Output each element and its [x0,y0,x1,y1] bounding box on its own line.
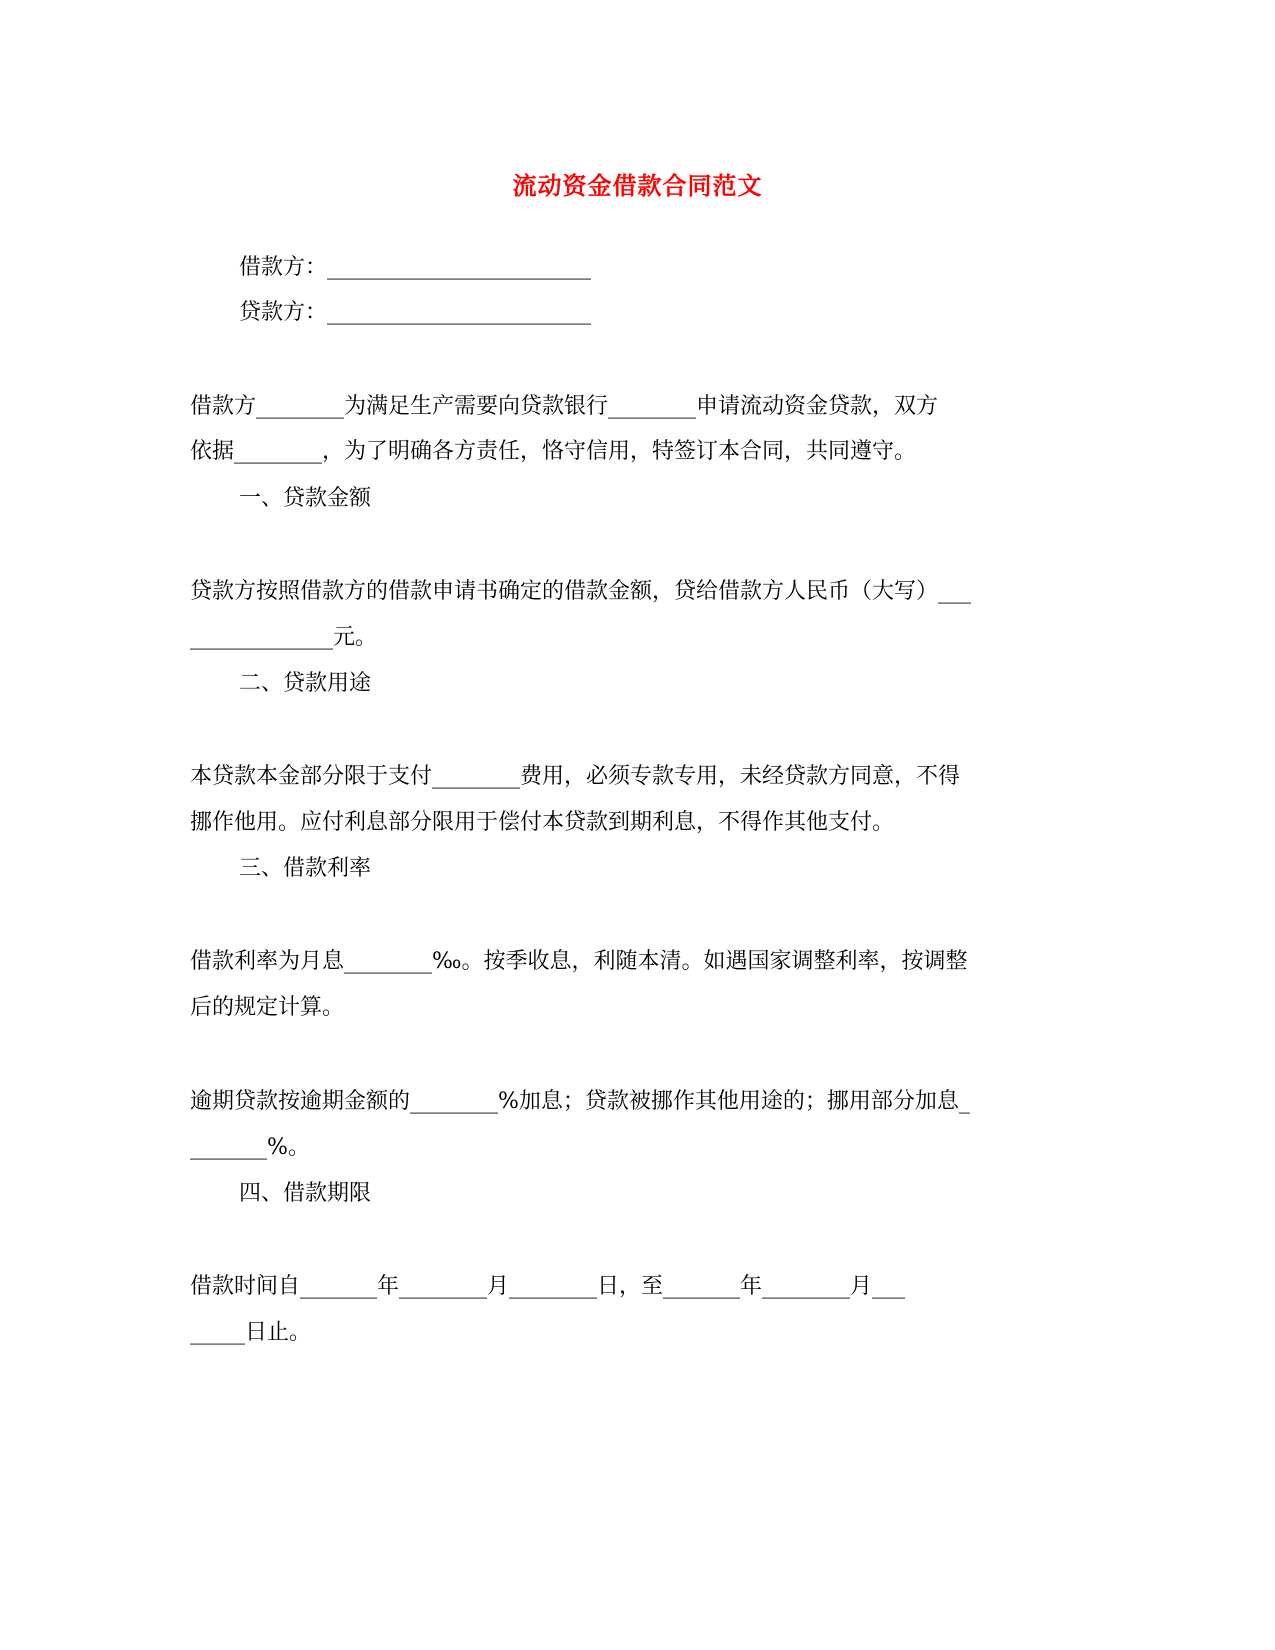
section-heading: 二、贷款用途 [239,671,372,696]
section-heading: 四、借款期限 [239,1181,372,1206]
paragraph-line: 逾期贷款按逾期金额的________%加息；贷款被挪作其他用途的；挪用部分加息_ [190,1089,970,1114]
paragraph-line: 依据________，为了明确各方责任，恪守信用，特签订本合同，共同遵守。 [190,439,917,464]
paragraph-line: 借款利率为月息________‰。按季收息，利随本清。如遇国家调整利率，按调整 [190,949,968,974]
document-title: 流动资金借款合同范文 [512,171,763,200]
paragraph-line: _______%。 [190,1135,310,1160]
paragraph-line: 贷款方按照借款方的借款申请书确定的借款金额，贷给借款方人民币（大写）___ [190,579,972,604]
paragraph-line: _____日止。 [190,1320,312,1345]
paragraph-line: 借款方________为满足生产需要向贷款银行________申请流动资金贷款，双方 [190,394,939,419]
paragraph-line: _____________元。 [190,625,378,650]
paragraph-line: 挪作他用。应付利息部分限用于偿付本贷款到期利息，不得作其他支付。 [190,810,895,835]
lender-line: 贷款方：________________________ [239,300,592,325]
borrower-line: 借款方：________________________ [239,255,592,280]
section-heading: 一、贷款金额 [239,486,372,511]
paragraph-line: 后的规定计算。 [190,995,345,1020]
paragraph-line: 本贷款本金部分限于支付________费用，必须专款专用，未经贷款方同意，不得 [190,764,961,789]
paragraph-line: 借款时间自_______年________月________日，至_______年________月___ [190,1274,906,1299]
section-heading: 三、借款利率 [239,856,372,881]
